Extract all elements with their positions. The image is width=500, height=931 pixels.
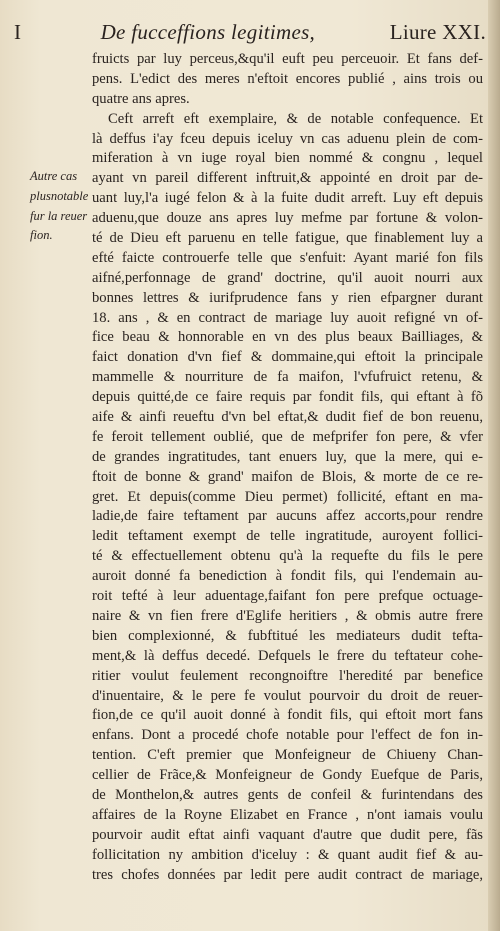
text-line: ayant vn pareil different inftruit,& appointé en droit par de- [92, 170, 483, 187]
text-line: fice beau & honnorable en vn des plus beaux Bailliages, & [92, 329, 483, 346]
text-line: aduenu,que douze ans apres luy mefme par fortune & volon- [92, 210, 483, 227]
text-line: ftoit de bonne & grand' maifon de Blois, & morte de ce re- [92, 468, 483, 485]
book-number: Liure XXI. [389, 20, 486, 44]
text-line: pourvoir audit eftat ainfi vaquant d'autre que dudit pere, fãs [92, 826, 483, 843]
text-line: fion,de ce qu'il auoit donné à fondit fils, qui eftoit mort fans [92, 707, 483, 724]
marginal-note-line: Autre cas [30, 169, 78, 183]
text-line: quatre ans apres. [92, 90, 190, 107]
text-line: faict donation d'vn fief & dommaine,qui eftoit la principale [92, 349, 483, 366]
text-line: de grandes ingratitudes, tant enuers luy, que la mere, qui e- [92, 448, 483, 465]
text-line: té & effectuellement obtenu qu'à la requefte du fils le pere [92, 548, 483, 565]
text-line: miferation à vn iuge royal bien nommé & congnu , lequel [92, 150, 483, 167]
text-line: aife & ainfi reueftu d'vn bel eftat,& dudit fief de bon reuenu, [92, 409, 483, 426]
page-header [14, 20, 486, 50]
text-line: ledit teftament exempt de telle ingratitude, auroyent follici- [92, 528, 483, 545]
marginal-note-line: plusnotable [30, 188, 89, 203]
text-line: efté faicte controuerfe telle que s'enfuit: Ayant marié fon fils [92, 249, 483, 266]
text-line: enfans. Dont a procedé chofe notable pour l'effect de fon in- [92, 727, 483, 744]
marginal-note-line: fur la reuer [30, 208, 88, 223]
text-line: de Monthelon,& autres gents de confeil & furintendans des [92, 786, 483, 803]
text-line: d'inuentaire, & le pere fe voulut pourvoir du droit de reuer- [92, 687, 483, 704]
text-line: uant luy,l'a iugé felon & à la fuite dudit arreft. Luy eft depuis [92, 190, 483, 207]
text-line: depuis quitté,de ce faire requis par fondit fils, qui eftant à fõ [92, 389, 483, 406]
running-head: De fucceffions legitimes, [100, 20, 316, 44]
text-line: bonnes lettres & iurifprudence fans y rien efpargner durant [92, 289, 483, 306]
marginal-note [30, 167, 90, 246]
text-line: aifné,perfonnage de grand' doctrine, qu'il auoit nourri aux [92, 269, 483, 286]
text-line: roit tefté à leur aduentage,faifant fon pere prefque octuage- [92, 588, 483, 605]
text-line: auroit donné fa benediction à fondit fils, qui l'endemain au- [92, 568, 483, 585]
text-line: là deffus i'ay fceu depuis iceluy vn cas aduenu plein de com- [92, 130, 483, 147]
text-line: affaires de la Royne Elizabet en France , n'ont iamais voulu [92, 806, 483, 823]
text-line: mammelle & nourriture de fa maifon, l'vfufruict retenu, & [92, 369, 483, 386]
text-line: té de Dieu eft paruenu en telle fatigue, que finablement luy a [92, 230, 483, 247]
text-line: ment,& là deffus decedé. Defquels le frere du teftateur cohe- [92, 647, 483, 664]
folio-number: I [14, 20, 22, 44]
body-text [92, 50, 483, 885]
text-line: ritier voulut feulement recongnoiftre l'heredité par benefice [92, 667, 483, 684]
marginal-note-line: fion. [30, 228, 53, 243]
text-line: gret. Et depuis(comme Dieu permet) follicité, eftant en ma- [92, 488, 483, 505]
text-line: pens. L'edict des meres n'eftoit encores publié , ains trois ou [92, 70, 483, 87]
text-line: Ceft arreft eft exemplaire, & de notable confequence. Et [108, 110, 483, 127]
page-gutter [488, 0, 500, 931]
text-line: follicitation ny ambition d'iceluy : & quant audit fief & au- [92, 846, 483, 863]
text-line: tres chofes données par ledit pere audit contract de mariage, [92, 866, 483, 883]
text-line: tention. C'eft premier que Monfeigneur de Chiueny Chan- [92, 747, 483, 764]
text-line: ladie,de faire teftament par aucuns affez accorts,pour rendre [92, 508, 483, 525]
text-line: fe feroit tellement oublié, que de mefprifer fon pere, & vfer [92, 428, 483, 445]
text-line: cellier de Frãce,& Monfeigneur de Gondy Euefque de Paris, [92, 767, 483, 784]
text-line: bien complexionné, & fubftitué les mediateurs dudit tefta- [92, 627, 483, 644]
text-line: 18. ans , & en contract de mariage luy auoit refigné vn of- [92, 309, 483, 326]
text-line: fruicts par luy perceus,&qu'il euft peu perceuoir. Et fans def- [92, 51, 483, 67]
text-line: naire & vn fien frere d'Eglife heritiers , & obmis autre frere [92, 607, 483, 624]
